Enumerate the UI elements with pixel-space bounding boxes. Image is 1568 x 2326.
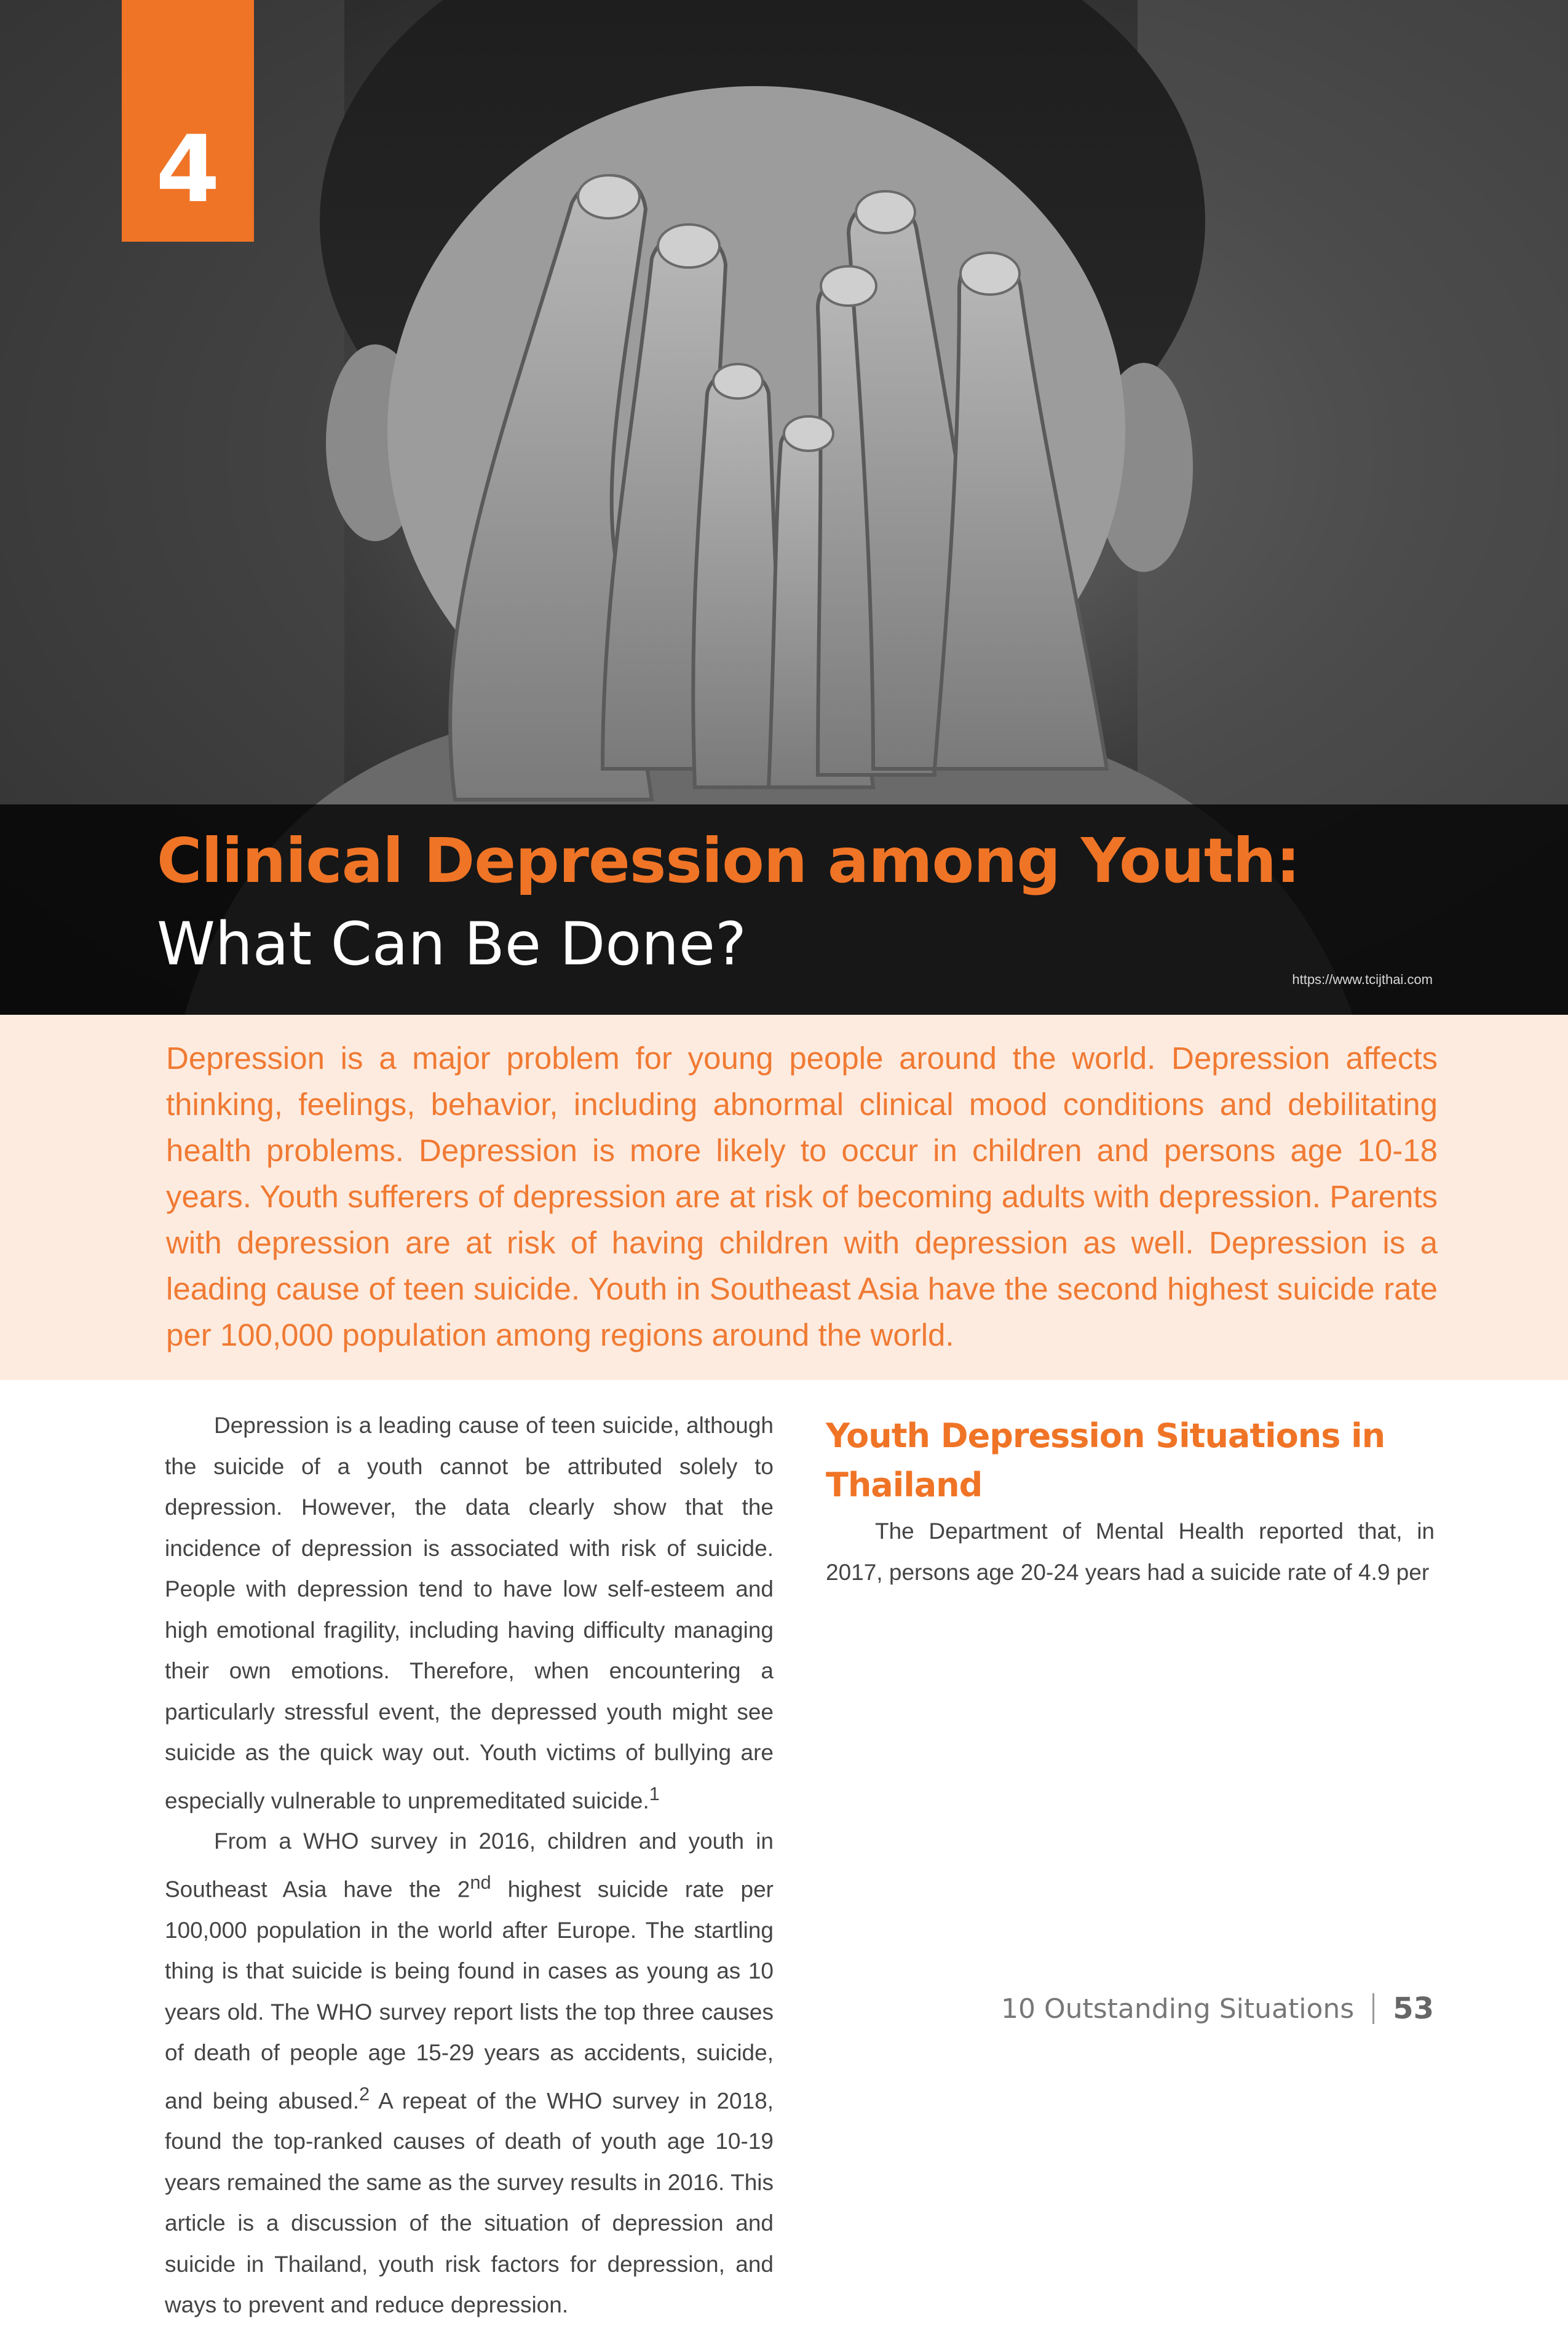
body-text: highest suicide rate per 100,000 population in the world after Europe. The startling thing is that suicide is being found in cases as young as 10 years old. The WHO survey report lists the top three causes of death of people age 15-29 years as accidents, suicide, and being abused. — [165, 1876, 774, 2113]
abstract-text: Depression is a major problem for young people around the world. Depression affects thinking, feelings, behavior, including abnormal clinical mood conditions and debilitating health problems. Depression is more likely to occur in children and persons age 10-18 years. Youth sufferers of depression are at risk of becoming adults with depression. Parents with depression are at risk of having children with depression as well. Depression is a leading cause of teen suicide. Youth in Southeast Asia have the second highest suicide rate per 100,000 population among regions around the world. — [166, 1041, 1438, 1352]
footer-book-title: 10 Outstanding Situations — [1001, 1993, 1355, 2025]
body-text: From a WHO survey in 2016, children and youth in Southeast Asia have the 2 — [165, 1828, 774, 1902]
body-column-left — [165, 1405, 774, 2326]
section-youth-depression — [826, 1411, 1435, 1593]
section-heading: Youth Depression Situations in Thailand — [826, 1416, 1385, 1504]
body-text: A repeat of the WHO survey in 2018, found the top-ranked causes of death of youth age 10-19 years remained the same as the survey results in 2016. This article is a discussion of the situation of depression and suicide in Thailand, youth risk factors for depression, and ways to prevent and reduce depression. — [165, 2087, 774, 2318]
chapter-number-badge — [122, 0, 254, 242]
body-paragraph-1 — [165, 1405, 774, 1821]
photo-credit: https://www.tcijthai.com — [1292, 972, 1433, 987]
footer-divider — [1372, 1993, 1374, 2024]
footnote-ref-2: 2 — [359, 2082, 370, 2105]
article-title: Clinical Depression among Youth: — [157, 825, 1300, 897]
body-paragraph-2 — [165, 1821, 774, 2326]
body-paragraph-3: The Department of Mental Health reported that, in 2017, persons age 20-24 years had a suicide rate of 4.9 per — [826, 1518, 1435, 1585]
body-column-right — [826, 1405, 1435, 1593]
article-subtitle: What Can Be Done? — [157, 910, 746, 978]
ordinal-suffix: nd — [470, 1871, 491, 1893]
footnote-ref-1: 1 — [649, 1782, 660, 1804]
body-text: Depression is a leading cause of teen suicide, although the suicide of a youth cannot be attributed solely to depression. However, the data clearly show that the incidence of depression is associated with risk of suicide. People with depression tend to have low self-esteem and high emotional fragility, including having difficulty managing their own emotions. Therefore, when encountering a particularly stressful event, the depressed youth might see suicide as the quick way out. Youth victims of bullying are especially vulnerable to unpremeditated suicide. — [165, 1413, 774, 1813]
abstract-box — [0, 1015, 1568, 1380]
page-footer — [1001, 1991, 1434, 2026]
hero-photo — [0, 0, 1568, 1015]
chapter-number: 4 — [156, 116, 220, 223]
page-number: 53 — [1393, 1991, 1434, 2026]
